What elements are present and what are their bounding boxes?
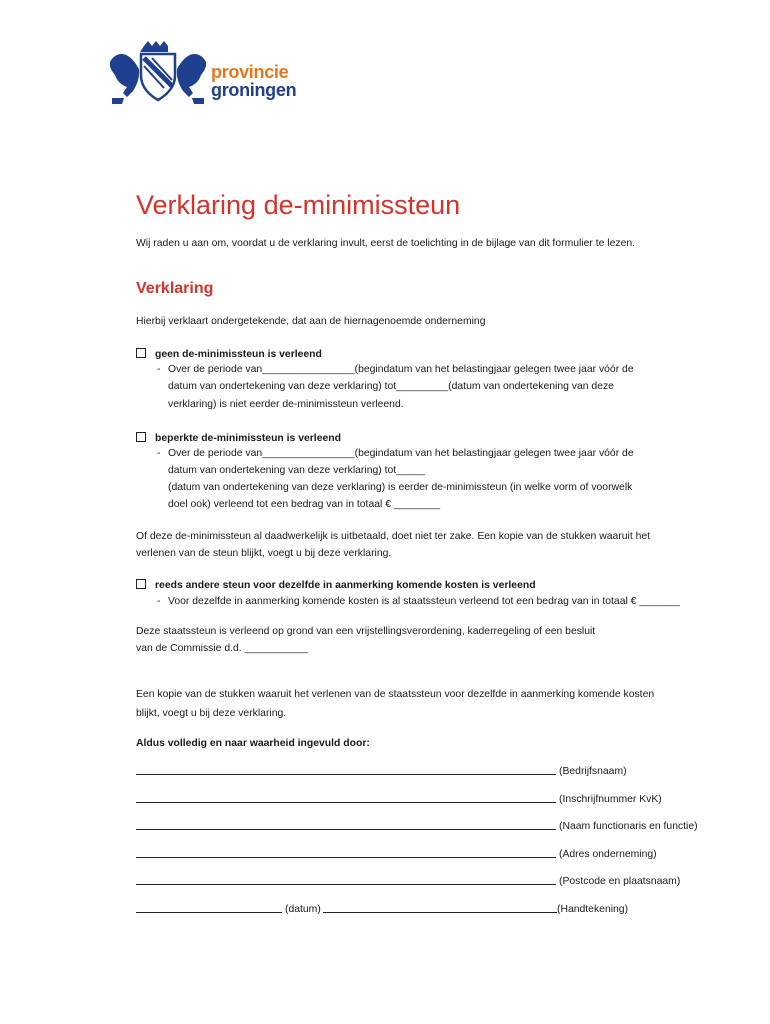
field-label: (Bedrijfsnaam) [559, 766, 627, 777]
option-line: doel ook) verleend tot een bedrag van in totaal € ________ [168, 499, 441, 510]
option-andere-steun [136, 579, 536, 591]
logo-line-2: groningen [211, 80, 297, 100]
option-line: datum van ondertekening van deze verklaring) tot_____ [168, 465, 426, 476]
option-line: Over de periode van________________(begindatum van het belastingjaar gelegen twee jaar vóór de [168, 364, 634, 375]
note-text: van de Commissie d.d. ___________ [136, 643, 309, 654]
field-label: (Adres onderneming) [559, 849, 657, 860]
signature-heading: Aldus volledig en naar waarheid ingevuld door: [136, 738, 370, 749]
field-line-handtekening[interactable] [323, 912, 557, 913]
field-label: (datum) [285, 904, 321, 915]
note-text: Of deze de-minimissteun al daadwerkelijk is uitbetaald, doet niet ter zake. Een kopie van de stukken waaruit het [136, 531, 651, 542]
field-label: (Inschrijfnummer KvK) [559, 794, 662, 805]
option-line: Over de periode van________________(begindatum van het belastingjaar gelegen twee jaar vóór de [168, 448, 634, 459]
note-text: Deze staatssteun is verleend op grond van een vrijstellingsverordening, kaderregeling of een besluit [136, 626, 596, 637]
field-label: (Handtekening) [557, 904, 629, 915]
field-line-kvk[interactable] [136, 802, 556, 803]
option-line: (datum van ondertekening van deze verklaring) is eerder de-minimissteun (in welke vorm of voorwelk [168, 482, 633, 493]
page-title: Verklaring de-minimissteun [136, 190, 461, 220]
note-text: verlenen van de steun blijkt, voegt u bij deze verklaring. [136, 548, 392, 559]
field-line-functionaris[interactable] [136, 829, 556, 830]
option-label: geen de-minimissteun is verleend [155, 349, 322, 360]
option-line: verklaring) is niet eerder de-minimissteun verleend. [168, 399, 404, 410]
section-heading: Verklaring [136, 280, 214, 297]
logo-line-1: provincie [211, 62, 289, 82]
checkbox-geen-steun[interactable] [136, 348, 146, 358]
option-line: datum van ondertekening van deze verklaring) tot_________(datum van ondertekening van deze [168, 381, 614, 392]
note-text: blijkt, voegt u bij deze verklaring. [136, 708, 287, 719]
bullet-dash: - [157, 448, 161, 459]
field-label: (Naam functionaris en functie) [559, 821, 698, 832]
option-label: beperkte de-minimissteun is verleend [155, 433, 341, 444]
field-line-postcode[interactable] [136, 884, 556, 885]
checkbox-andere-steun[interactable] [136, 579, 146, 589]
checkbox-beperkte-steun[interactable] [136, 432, 146, 442]
statement-text: Hierbij verklaart ondergetekende, dat aan de hiernagenoemde onderneming [136, 316, 486, 327]
option-label: reeds andere steun voor dezelfde in aanmerking komende kosten is verleend [155, 580, 536, 591]
note-text: Een kopie van de stukken waaruit het verlenen van de staatssteun voor dezelfde in aanmerking komende kosten [136, 689, 655, 700]
option-line: Voor dezelfde in aanmerking komende kosten is al staatssteun verleend tot een bedrag van in totaal € _______ [168, 596, 680, 607]
bullet-dash: - [157, 596, 161, 607]
intro-text: Wij raden u aan om, voordat u de verklaring invult, eerst de toelichting in de bijlage van dit formulier te lezen. [136, 238, 636, 249]
field-line-bedrijfsnaam[interactable] [136, 774, 556, 775]
field-label: (Postcode en plaatsnaam) [559, 876, 681, 887]
field-line-adres[interactable] [136, 857, 556, 858]
logo-wordmark [211, 63, 296, 99]
option-beperkte-steun [136, 432, 341, 444]
option-geen-steun [136, 348, 322, 360]
field-line-datum[interactable] [136, 912, 282, 913]
bullet-dash: - [157, 364, 161, 375]
